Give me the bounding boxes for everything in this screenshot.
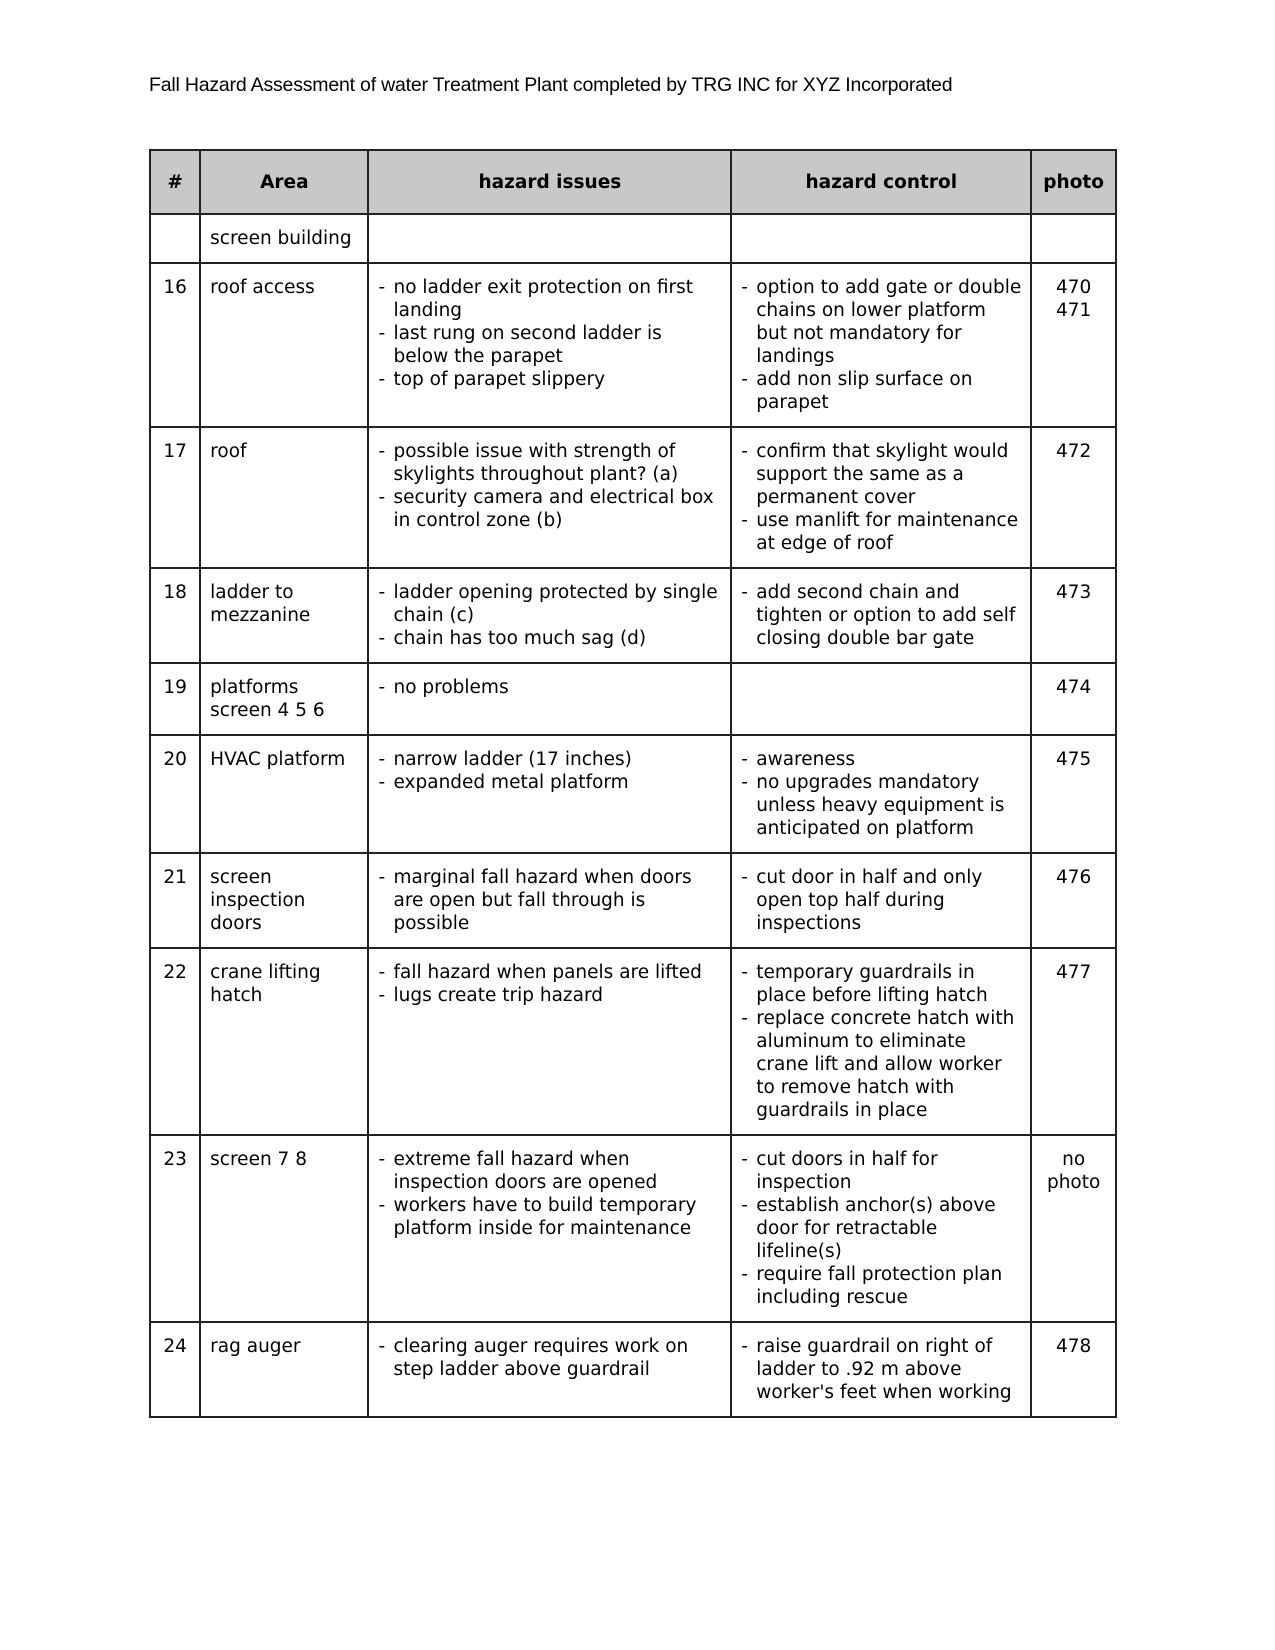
cell-hazard-issues-item: - lugs create trip hazard [378, 984, 721, 1007]
cell-hazard-issues [368, 948, 731, 1135]
cell-hazard-issues-item: - extreme fall hazard when inspection doors are opened [378, 1148, 721, 1194]
cell-hazard-control [731, 948, 1031, 1135]
cell-hazard-issues-list [378, 676, 721, 699]
cell-photo: 478 [1031, 1322, 1116, 1417]
cell-hazard-control-list [741, 581, 1021, 650]
cell-hazard-control-item: - use manlift for maintenance at edge of roof [741, 509, 1021, 555]
table-row [150, 427, 1116, 568]
cell-hazard-control [731, 663, 1031, 735]
cell-area: HVAC platform [200, 735, 368, 853]
cell-number: 23 [150, 1135, 200, 1322]
table-row [150, 263, 1116, 427]
cell-hazard-issues-item: - top of parapet slippery [378, 368, 721, 391]
cell-hazard-control-list [741, 1335, 1021, 1404]
cell-number: 17 [150, 427, 200, 568]
cell-hazard-issues-list [378, 1148, 721, 1240]
cell-hazard-issues-list [378, 866, 721, 935]
table-row [150, 663, 1116, 735]
cell-hazard-issues-list [378, 581, 721, 650]
cell-hazard-issues-item: - clearing auger requires work on step ladder above guardrail [378, 1335, 721, 1381]
cell-hazard-control-item: - temporary guardrails in place before lifting hatch [741, 961, 1021, 1007]
cell-hazard-issues [368, 1135, 731, 1322]
cell-hazard-control-item: - confirm that skylight would support the same as a permanent cover [741, 440, 1021, 509]
cell-area: roof access [200, 263, 368, 427]
cell-hazard-issues-list [378, 440, 721, 532]
table-row [150, 568, 1116, 663]
table-row [150, 1322, 1116, 1417]
cell-number: 20 [150, 735, 200, 853]
table-row [150, 948, 1116, 1135]
cell-hazard-issues [368, 214, 731, 263]
cell-photo [1031, 214, 1116, 263]
cell-hazard-control-item: - awareness [741, 748, 1021, 771]
cell-hazard-control-item: - raise guardrail on right of ladder to .92 m above worker's feet when working [741, 1335, 1021, 1404]
header-photo: photo [1031, 150, 1116, 214]
cell-number: 16 [150, 263, 200, 427]
cell-hazard-issues-list [378, 1335, 721, 1381]
cell-hazard-control-list [741, 440, 1021, 555]
cell-hazard-control-item: - establish anchor(s) above door for retractable lifeline(s) [741, 1194, 1021, 1263]
cell-hazard-issues-list [378, 961, 721, 1007]
cell-hazard-control-item: - cut door in half and only open top half during inspections [741, 866, 1021, 935]
cell-hazard-issues-item: - fall hazard when panels are lifted [378, 961, 721, 984]
cell-hazard-control-list [741, 866, 1021, 935]
cell-photo: 473 [1031, 568, 1116, 663]
cell-hazard-issues-item: - last rung on second ladder is below the parapet [378, 322, 721, 368]
cell-hazard-control-item: - option to add gate or double chains on lower platform but not mandatory for landings [741, 276, 1021, 368]
cell-hazard-control [731, 568, 1031, 663]
cell-hazard-control-item: - add second chain and tighten or option to add self closing double bar gate [741, 581, 1021, 650]
cell-hazard-issues [368, 663, 731, 735]
header-hazard-issues: hazard issues [368, 150, 731, 214]
cell-number: 21 [150, 853, 200, 948]
cell-hazard-control-list [741, 1148, 1021, 1309]
cell-hazard-control-item: - require fall protection plan including rescue [741, 1263, 1021, 1309]
table-row [150, 214, 1116, 263]
cell-hazard-control [731, 853, 1031, 948]
cell-hazard-issues [368, 263, 731, 427]
cell-area: ladder to mezzanine [200, 568, 368, 663]
cell-hazard-control-item: - add non slip surface on parapet [741, 368, 1021, 414]
cell-photo: no photo [1031, 1135, 1116, 1322]
cell-hazard-issues-item: - chain has too much sag (d) [378, 627, 721, 650]
table-row [150, 1135, 1116, 1322]
cell-hazard-issues [368, 427, 731, 568]
table-row [150, 735, 1116, 853]
cell-hazard-control-item: - no upgrades mandatory unless heavy equipment is anticipated on platform [741, 771, 1021, 840]
cell-number [150, 214, 200, 263]
cell-area: rag auger [200, 1322, 368, 1417]
cell-hazard-issues-item: - workers have to build temporary platform inside for maintenance [378, 1194, 721, 1240]
cell-photo: 477 [1031, 948, 1116, 1135]
cell-hazard-issues [368, 568, 731, 663]
cell-hazard-issues-item: - expanded metal platform [378, 771, 721, 794]
cell-number: 24 [150, 1322, 200, 1417]
cell-photo: 475 [1031, 735, 1116, 853]
document-title: Fall Hazard Assessment of water Treatment Plant completed by TRG INC for XYZ Incorporated [149, 74, 953, 96]
cell-hazard-control-list [741, 961, 1021, 1122]
cell-hazard-control [731, 1322, 1031, 1417]
cell-area: screen inspection doors [200, 853, 368, 948]
cell-photo: 476 [1031, 853, 1116, 948]
cell-area: screen building [200, 214, 368, 263]
cell-hazard-control-list [741, 276, 1021, 414]
cell-hazard-issues-item: - security camera and electrical box in control zone (b) [378, 486, 721, 532]
cell-area: crane lifting hatch [200, 948, 368, 1135]
cell-photo: 474 [1031, 663, 1116, 735]
cell-hazard-control-list [741, 748, 1021, 840]
cell-photo: 470 471 [1031, 263, 1116, 427]
cell-hazard-control [731, 427, 1031, 568]
header-hazard-control: hazard control [731, 150, 1031, 214]
cell-area: roof [200, 427, 368, 568]
cell-area: screen 7 8 [200, 1135, 368, 1322]
cell-hazard-control-item: - replace concrete hatch with aluminum to eliminate crane lift and allow worker to remove hatch with guardrails in place [741, 1007, 1021, 1122]
cell-number: 18 [150, 568, 200, 663]
cell-hazard-issues [368, 1322, 731, 1417]
cell-hazard-issues-list [378, 276, 721, 391]
cell-hazard-control [731, 263, 1031, 427]
cell-hazard-issues-list [378, 748, 721, 794]
cell-hazard-issues-item: - narrow ladder (17 inches) [378, 748, 721, 771]
cell-hazard-issues-item: - marginal fall hazard when doors are open but fall through is possible [378, 866, 721, 935]
cell-photo: 472 [1031, 427, 1116, 568]
cell-hazard-issues-item: - no problems [378, 676, 721, 699]
cell-hazard-issues [368, 735, 731, 853]
table-row [150, 853, 1116, 948]
table-header-row [150, 150, 1116, 214]
cell-hazard-issues-item: - no ladder exit protection on first landing [378, 276, 721, 322]
hazard-assessment-table [149, 149, 1117, 1418]
header-area: Area [200, 150, 368, 214]
cell-hazard-control [731, 214, 1031, 263]
cell-hazard-control [731, 1135, 1031, 1322]
header-number: # [150, 150, 200, 214]
cell-area: platforms screen 4 5 6 [200, 663, 368, 735]
table-body [150, 214, 1116, 1417]
cell-hazard-control-item: - cut doors in half for inspection [741, 1148, 1021, 1194]
cell-hazard-issues [368, 853, 731, 948]
cell-number: 19 [150, 663, 200, 735]
cell-number: 22 [150, 948, 200, 1135]
cell-hazard-issues-item: - possible issue with strength of skylights throughout plant? (a) [378, 440, 721, 486]
cell-hazard-issues-item: - ladder opening protected by single chain (c) [378, 581, 721, 627]
cell-hazard-control [731, 735, 1031, 853]
